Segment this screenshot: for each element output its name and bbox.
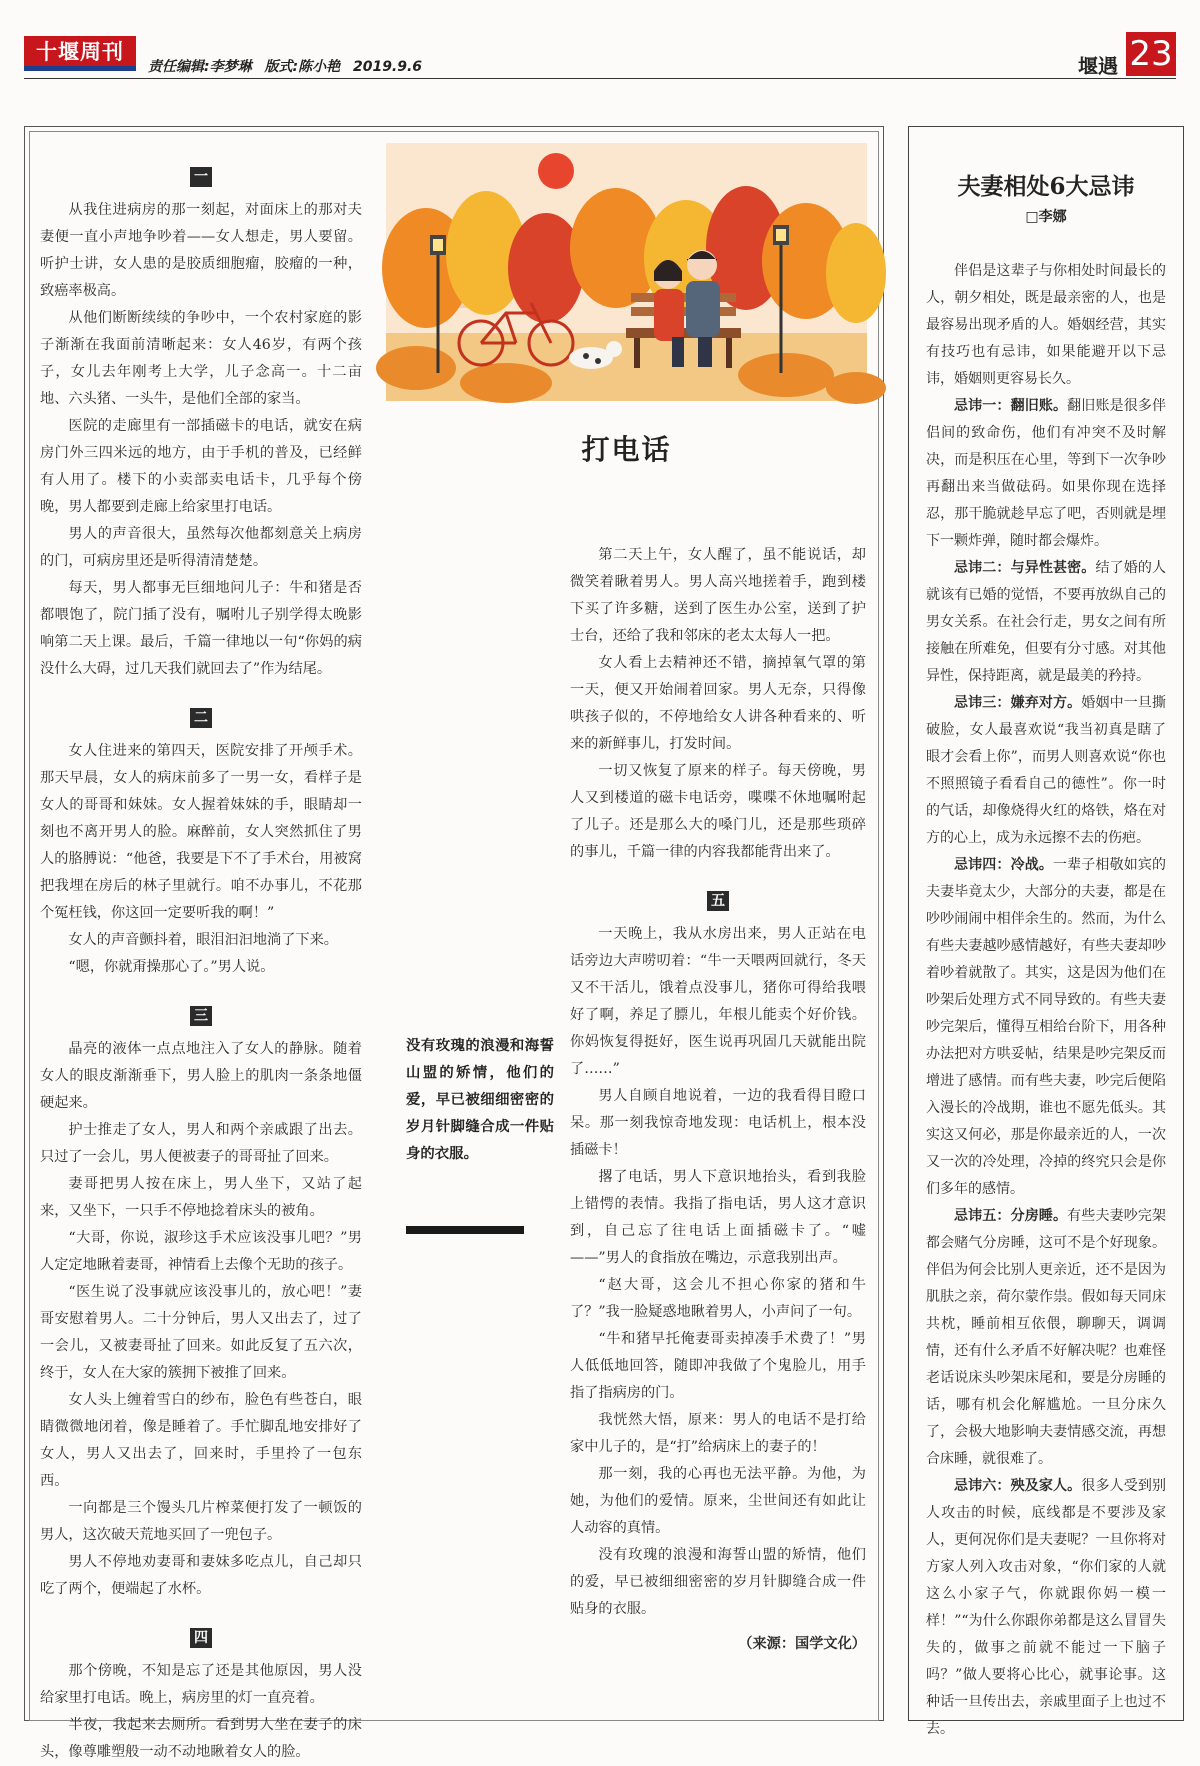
pull-quote: 没有玫瑰的浪漫和海誓山盟的矫情，他们的爱，早已被细细密密的岁月针脚缝合成一件贴身的衣服。 xyxy=(406,1037,554,1162)
taboo-item: 忌讳二：与异性甚密。结了婚的人就该有已婚的觉悟，不要再放纵自己的男女关系。在社会行走，男女之间有所接触在所难免，但要有分寸感。对其他异性，保持距离，就是最美的矜持。 xyxy=(926,560,1167,684)
layout-credit: 版式:陈小艳 xyxy=(264,59,341,75)
page-header xyxy=(0,0,1200,90)
paragraph: 男人不停地劝妻哥和妻妹多吃点儿，自己却只吃了两个，便端起了水杯。 xyxy=(40,1554,362,1597)
paragraph: 护士推走了女人，男人和两个亲戚跟了出去。只过了一会儿，男人便被妻子的哥哥扯了回来。 xyxy=(40,1122,362,1165)
paragraph: 我恍然大悟，原来：男人的电话不是打给家中儿子的，是“打”给病床上的妻子的！ xyxy=(570,1412,866,1455)
paragraph: “牛和猪早托俺妻哥卖掉凑手术费了！”男人低低地回答，随即冲我做了个鬼脸儿，用手指了指病房的门。 xyxy=(570,1331,866,1401)
section-marker: 二 xyxy=(40,705,362,732)
paragraph: 男人自顾自地说着，一边的我看得目瞪口呆。那一刻我惊奇地发现：电话机上，根本没插磁卡！ xyxy=(570,1088,866,1158)
taboo-item: 忌讳四：冷战。一辈子相敬如宾的夫妻毕竟太少，大部分的夫妻，都是在吵吵闹闹中相伴余生的。然而，为什么有些夫妻越吵感情越好，有些夫妻却吵着吵着就散了。其实，这是因为他们在吵架后处理方式不同导致的。有些夫妻吵完架后，懂得互相给台阶下，用各种办法把对方哄妥帖，结果是吵完架反而增进了感情。而有些夫妻，吵完后便陷入漫长的冷战期，谁也不愿先低头。其实这又何必，那是你最亲近的人，一次又一次的冷处理，冷掉的终究只会是你们多年的感情。 xyxy=(926,857,1166,1197)
main-article-column-1 xyxy=(40,164,362,1760)
paragraph: 女人看上去精神还不错，摘掉氧气罩的第一天，便又开始闹着回家。男人无奈，只得像哄孩子似的，不停地给女人讲各种看来的、听来的新鲜事儿，打发时间。 xyxy=(570,655,866,752)
paragraph: 一切又恢复了原来的样子。每天傍晚，男人又到楼道的磁卡电话旁，喋喋不休地嘱咐起了儿子。还是那么大的嗓门儿，还是那些琐碎的事儿，千篇一律的内容我都能背出来了。 xyxy=(570,763,866,860)
illustration-svg xyxy=(386,143,867,401)
credits-line xyxy=(148,56,430,76)
side-article-body xyxy=(926,258,1167,1737)
page-number: 23 xyxy=(1126,32,1176,76)
paragraph: 没有玫瑰的浪漫和海誓山盟的矫情，他们的爱，早已被细细密密的岁月针脚缝合成一件贴身的衣服。 xyxy=(570,1547,866,1617)
pull-quote-bar xyxy=(406,1226,524,1234)
paragraph: 从我住进病房的那一刻起，对面床上的那对夫妻便一直小声地争吵着——女人想走，男人要留。听护士讲，女人患的是胶质细胞瘤，胶瘤的一种，致癌率极高。 xyxy=(40,202,362,299)
paragraph: “大哥，你说，淑珍这手术应该没事儿吧？”男人定定地瞅着妻哥，神情看上去像个无助的孩子。 xyxy=(40,1230,362,1273)
section-marker: 一 xyxy=(40,164,362,191)
paragraph: 一向都是三个馒头几片榨菜便打发了一顿饭的男人，这次破天荒地买回了一兜包子。 xyxy=(40,1500,362,1543)
paragraph: 撂了电话，男人下意识地抬头，看到我脸上错愕的表情。我指了指电话，男人这才意识到，自己忘了往电话上面插磁卡了。“嘘——”男人的食指放在嘴边，示意我别出声。 xyxy=(570,1169,866,1266)
taboo-item: 忌讳一：翻旧账。翻旧账是很多伴侣间的致命伤，他们有冲突不及时解决，而是积压在心里，等到下一次争吵再翻出来当做砝码。如果你现在选择忍，那干脆就趁早忘了吧，否则就是埋下一颗炸弹，随时都会爆炸。 xyxy=(926,398,1167,549)
taboo-item: 忌讳六：殃及家人。很多人受到别人攻击的时候，底线都是不要涉及家人，更何况你们是夫妻呢？一旦你将对方家人列入攻击对象，“你们家的人就这么小家子气，你就跟你妈一模一样！”“为什么你跟你弟都是这么冒冒失失的，做事之前就不能过一下脑子吗？”做人要将心比心，就事论事。这种话一旦传出去，亲戚里面子上也过不去。 xyxy=(926,1478,1167,1737)
paragraph: 女人头上缠着雪白的纱布，脸色有些苍白，眼睛微微地闭着，像是睡着了。手忙脚乱地安排好了女人，男人又出去了，回来时，手里拎了一包东西。 xyxy=(40,1392,362,1489)
header-rule xyxy=(24,78,1176,79)
section-marker: 五 xyxy=(570,888,866,915)
editor-credit: 责任编辑:李梦琳 xyxy=(148,59,252,75)
paragraph: 医院的走廊里有一部插磁卡的电话，就安在病房门外三四米远的地方，由于手机的普及，已经鲜有人用了。楼下的小卖部卖电话卡，几乎每个傍晚，男人都要到走廊上给家里打电话。 xyxy=(40,418,362,515)
main-article-title: 打电话 xyxy=(581,433,672,466)
issue-date: 2019.9.6 xyxy=(352,59,423,75)
section-marker: 三 xyxy=(40,1003,362,1030)
paragraph: 每天，男人都事无巨细地问儿子：牛和猪是否都喂饱了，院门插了没有，嘱咐儿子别学得太晚影响第二天上课。最后，千篇一律地以一句“你妈的病没什么大碍，过几天我们就回去了”作为结尾。 xyxy=(40,580,362,677)
paragraph: 半夜，我起来去厕所。看到男人坐在妻子的床头，像尊雕塑般一动不动地瞅着女人的脸。 xyxy=(40,1717,362,1760)
paragraph: “赵大哥，这会儿不担心你家的猪和牛了？”我一脸疑惑地瞅着男人，小声问了一句。 xyxy=(570,1277,866,1320)
main-article-column-2 xyxy=(570,542,866,1672)
paragraph: 那个傍晚，不知是忘了还是其他原因，男人没给家里打电话。晚上，病房里的灯一直亮着。 xyxy=(40,1663,362,1706)
autumn-couple-illustration xyxy=(386,143,867,401)
paragraph: 女人住进来的第四天，医院安排了开颅手术。那天早晨，女人的病床前多了一男一女，看样子是女人的哥哥和妹妹。女人握着妹妹的手，眼睛却一刻也不离开男人的脸。麻醉前，女人突然抓住了男人的胳膊说：“他爸，我要是下不了手术台，用被窝把我埋在房后的林子里就行。咱不办事儿，不花那个冤枉钱，你这回一定要听我的啊！” xyxy=(40,743,362,921)
paragraph: 晶亮的液体一点点地注入了女人的静脉。随着女人的眼皮渐渐垂下，男人脸上的肌肉一条条地僵硬起来。 xyxy=(40,1041,362,1111)
paragraph: 伴侣是这辈子与你相处时间最长的人，朝夕相处，既是最亲密的人，也是最容易出现矛盾的人。婚姻经营，其实有技巧也有忌讳，如果能避开以下忌讳，婚姻则更容易长久。 xyxy=(926,263,1166,387)
paragraph: 女人的声音颤抖着，眼泪汩汩地淌了下来。 xyxy=(68,932,338,948)
paragraph: 那一刻，我的心再也无法平静。为他，为她，为他们的爱情。原来，尘世间还有如此让人动容的真情。 xyxy=(570,1466,866,1536)
section-marker: 四 xyxy=(40,1625,362,1652)
paragraph: 一天晚上，我从水房出来，男人正站在电话旁边大声唠叨着：“牛一天喂两回就行，冬天又不干活儿，饿着点没事儿，猪你可得给我喂好了啊，养足了膘儿，年根儿能卖个好价钱。你妈恢复得挺好，医生说再巩固几天就能出院了……” xyxy=(570,926,866,1077)
article-source: （来源：国学文化） xyxy=(738,1636,866,1652)
masthead-band xyxy=(24,66,136,71)
side-article-author: □李娜 xyxy=(1025,209,1067,225)
taboo-item: 忌讳五：分房睡。有些夫妻吵完架都会赌气分房睡，这可不是个好现象。伴侣为何会比别人更亲近，还不是因为肌肤之亲，荷尔蒙作祟。假如每天同床共枕，睡前相互依偎，聊聊天，调调情，还有什么矛盾不好解决呢？也难怪老话说床头吵架床尾和，要是分房睡的话，哪有机会化解尴尬。一旦分床久了，会极大地影响夫妻情感交流，再想合床睡，就很难了。 xyxy=(926,1208,1167,1467)
paragraph: “医生说了没事就应该没事儿的，放心吧！”妻哥安慰着男人。二十分钟后，男人又出去了，过了一会儿，又被妻哥扯了回来。如此反复了五六次，终于，女人在大家的簇拥下被推了回来。 xyxy=(40,1284,362,1381)
section-name: 堰遇 xyxy=(1078,54,1118,78)
paragraph: “嗯，你就甭操那心了。”男人说。 xyxy=(68,959,275,975)
masthead: 十堰周刊 xyxy=(24,36,136,68)
paragraph: 第二天上午，女人醒了，虽不能说话，却微笑着瞅着男人。男人高兴地搓着手，跑到楼下买了许多糖，送到了医生办公室，送到了护士台，还给了我和邻床的老太太每人一把。 xyxy=(570,547,866,644)
taboo-item: 忌讳三：嫌弃对方。婚姻中一旦撕破脸，女人最喜欢说“我当初真是瞎了眼才会看上你”，而男人则喜欢说“你也不照照镜子看看自己的德性”。你一时的气话，却像烧得火红的烙铁，烙在对方的心上，成为永远擦不去的伤疤。 xyxy=(926,695,1167,846)
paragraph: 妻哥把男人按在床上，男人坐下，又站了起来，又坐下，一只手不停地捻着床头的被角。 xyxy=(40,1176,362,1219)
side-article-title: 夫妻相处6大忌讳 xyxy=(957,173,1135,200)
paragraph: 从他们断断续续的争吵中，一个农村家庭的影子渐渐在我面前清晰起来：女人46岁，有两个孩子，女儿去年刚考上大学，儿子念高一。十二亩地、六头猪、一头牛，是他们全部的家当。 xyxy=(40,310,362,407)
paragraph: 男人的声音很大，虽然每次他都刻意关上病房的门，可病房里还是听得清清楚楚。 xyxy=(40,526,362,569)
